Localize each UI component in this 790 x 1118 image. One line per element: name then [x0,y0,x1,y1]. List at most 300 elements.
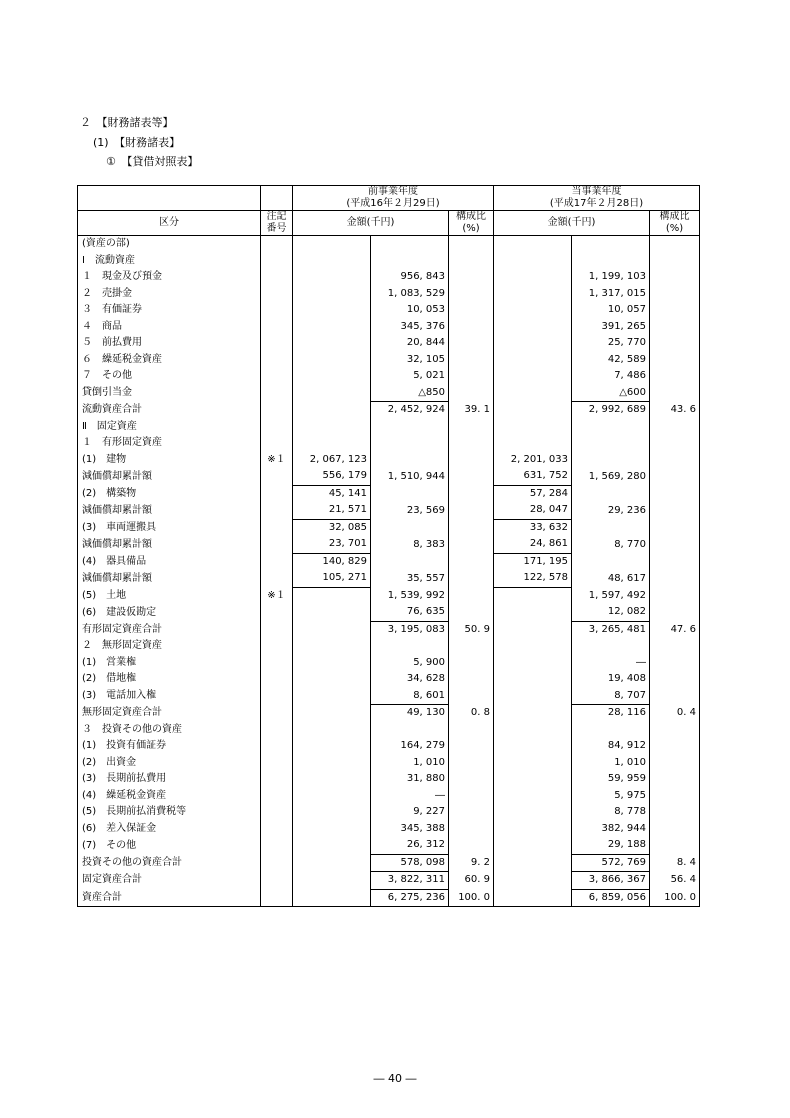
curr-period-header: 当事業年度 (平成17年２月28日) [494,186,700,211]
table-row [78,269,700,286]
curr-sub-amount: 2, 201, 033 [494,452,572,469]
prev-amount: 2, 452, 924 [371,402,449,419]
curr-ratio [650,755,700,772]
table-row [78,671,700,688]
curr-amount: 12, 082 [572,604,650,621]
curr-ratio [650,655,700,672]
row-label: ７ その他 [78,368,261,385]
note-number [261,385,293,402]
row-label: 貸倒引当金 [78,385,261,402]
note-number [261,889,293,907]
prev-amount: 578, 098 [371,854,449,872]
prev-amount: 34, 628 [371,671,449,688]
prev-sub-amount [293,638,371,655]
curr-amount: 19, 408 [572,671,650,688]
curr-ratio [650,738,700,755]
curr-sub-amount [494,604,572,621]
prev-ratio: 50. 9 [449,621,494,638]
curr-sub-amount [494,621,572,638]
curr-sub-amount [494,587,572,604]
note-number [261,502,293,519]
curr-sub-amount [494,804,572,821]
note-number [261,519,293,536]
row-label: 減価償却累計額 [78,570,261,587]
curr-ratio [650,804,700,821]
curr-amount: 1, 010 [572,755,650,772]
prev-sub-amount [293,368,371,385]
curr-ratio [650,419,700,436]
note-number [261,236,293,253]
note-number [261,804,293,821]
row-label: １ 現金及び預金 [78,269,261,286]
curr-sub-amount [494,638,572,655]
kubun-header: 区分 [78,211,261,236]
table-body [78,236,700,907]
note-number [261,604,293,621]
note-number [261,435,293,452]
curr-amount: 48, 617 [572,570,650,587]
table-row [78,604,700,621]
curr-ratio [650,352,700,369]
note-number [261,570,293,587]
prev-sub-amount: 556, 179 [293,468,371,485]
curr-ratio [650,788,700,805]
header-blank [261,186,293,211]
curr-sub-amount: 24, 861 [494,536,572,553]
prev-sub-amount [293,587,371,604]
curr-amount [572,519,650,536]
curr-sub-amount [494,889,572,907]
prev-amount: 5, 021 [371,368,449,385]
note-number-header: 注記 番号 [261,211,293,236]
curr-amount-header: 金額(千円) [494,211,650,236]
curr-sub-amount [494,419,572,436]
prev-sub-amount [293,837,371,854]
note-number [261,788,293,805]
curr-ratio [650,671,700,688]
curr-ratio: 0. 4 [650,705,700,722]
curr-ratio [650,502,700,519]
prev-amount: 26, 312 [371,837,449,854]
section-heading: ２ 【財務諸表等】 [80,116,174,129]
curr-ratio: 8. 4 [650,854,700,872]
note-number [261,655,293,672]
prev-ratio [449,236,494,253]
row-label: ５ 前払費用 [78,335,261,352]
curr-ratio [650,236,700,253]
row-label: 固定資産合計 [78,872,261,890]
prev-sub-amount [293,286,371,303]
table-row [78,385,700,402]
row-label: 減価償却累計額 [78,502,261,519]
table-row [78,587,700,604]
prev-sub-amount [293,335,371,352]
note-number [261,553,293,570]
row-label: Ⅱ 固定資産 [78,419,261,436]
note-number [261,419,293,436]
prev-ratio [449,804,494,821]
prev-ratio [449,319,494,336]
curr-sub-amount [494,671,572,688]
curr-sub-amount [494,302,572,319]
curr-ratio [650,771,700,788]
curr-ratio-header: 構成比 (%) [650,211,700,236]
table-row [78,435,700,452]
table-row [78,368,700,385]
note-number [261,854,293,872]
curr-amount [572,485,650,502]
prev-amount: 1, 510, 944 [371,468,449,485]
prev-amount [371,452,449,469]
prev-sub-amount: 23, 701 [293,536,371,553]
row-label: (6) 差入保証金 [78,821,261,838]
curr-amount: 3, 265, 481 [572,621,650,638]
prev-sub-amount [293,872,371,890]
table-row [78,804,700,821]
prev-amount: 3, 822, 311 [371,872,449,890]
prev-sub-amount [293,755,371,772]
row-label: １ 有形固定資産 [78,435,261,452]
note-number [261,705,293,722]
row-label: (1) 投資有価証券 [78,738,261,755]
curr-sub-amount [494,269,572,286]
curr-amount: 382, 944 [572,821,650,838]
prev-amount [371,485,449,502]
curr-ratio: 100. 0 [650,889,700,907]
row-label: Ⅰ 流動資産 [78,253,261,270]
prev-ratio: 39. 1 [449,402,494,419]
curr-sub-amount [494,368,572,385]
table-row [78,519,700,536]
prev-amount: 956, 843 [371,269,449,286]
row-label: ４ 商品 [78,319,261,336]
prev-amount: 23, 569 [371,502,449,519]
curr-ratio [650,638,700,655]
prev-amount [371,519,449,536]
curr-ratio [650,335,700,352]
prev-ratio [449,368,494,385]
table-row [78,738,700,755]
prev-ratio [449,519,494,536]
prev-amount: 345, 376 [371,319,449,336]
prev-amount: 8, 601 [371,688,449,705]
curr-amount: 59, 959 [572,771,650,788]
curr-sub-amount [494,655,572,672]
row-label: (1) 建物 [78,452,261,469]
prev-ratio [449,536,494,553]
prev-period-header: 前事業年度 (平成16年２月29日) [293,186,494,211]
prev-ratio [449,688,494,705]
row-label: 減価償却累計額 [78,468,261,485]
curr-sub-amount [494,872,572,890]
curr-sub-amount [494,771,572,788]
curr-ratio [650,837,700,854]
table-row [78,302,700,319]
curr-sub-amount [494,722,572,739]
curr-ratio [650,553,700,570]
note-number [261,335,293,352]
note-number [261,286,293,303]
prev-amount: 8, 383 [371,536,449,553]
prev-ratio [449,385,494,402]
prev-amount: 1, 083, 529 [371,286,449,303]
note-number [261,621,293,638]
prev-ratio [449,837,494,854]
note-number [261,352,293,369]
curr-sub-amount [494,402,572,419]
curr-ratio [650,722,700,739]
curr-sub-amount: 122, 578 [494,570,572,587]
prev-ratio [449,253,494,270]
prev-amount: 3, 195, 083 [371,621,449,638]
prev-sub-amount: 2, 067, 123 [293,452,371,469]
table-row [78,889,700,907]
balance-sheet-table [77,185,700,907]
note-number [261,468,293,485]
prev-amount: 1, 539, 992 [371,587,449,604]
curr-amount: 391, 265 [572,319,650,336]
curr-amount: 1, 199, 103 [572,269,650,286]
row-label: 有形固定資産合計 [78,621,261,638]
curr-sub-amount: 57, 284 [494,485,572,502]
table-row [78,854,700,872]
table-row [78,655,700,672]
prev-amount: 6, 275, 236 [371,889,449,907]
table-row [78,771,700,788]
curr-amount: 8, 707 [572,688,650,705]
prev-sub-amount: 105, 271 [293,570,371,587]
table-row [78,468,700,485]
prev-ratio [449,452,494,469]
table-row [78,872,700,890]
prev-ratio [449,435,494,452]
table-row [78,570,700,587]
table-row [78,352,700,369]
prev-ratio [449,269,494,286]
curr-amount: 1, 317, 015 [572,286,650,303]
curr-amount: 8, 770 [572,536,650,553]
prev-sub-amount [293,688,371,705]
curr-sub-amount: 631, 752 [494,468,572,485]
curr-amount: 8, 778 [572,804,650,821]
table-row [78,755,700,772]
curr-amount: 10, 057 [572,302,650,319]
curr-amount: ― [572,655,650,672]
table-row [78,788,700,805]
prev-sub-amount [293,385,371,402]
prev-sub-amount [293,236,371,253]
table-row [78,452,700,469]
row-label: (5) 長期前払消費税等 [78,804,261,821]
curr-amount: 84, 912 [572,738,650,755]
curr-ratio [650,604,700,621]
table-row [78,688,700,705]
curr-amount [572,638,650,655]
curr-sub-amount: 171, 195 [494,553,572,570]
curr-amount: 29, 188 [572,837,650,854]
prev-ratio [449,587,494,604]
row-label: (6) 建設仮勘定 [78,604,261,621]
note-number [261,671,293,688]
curr-amount: 1, 569, 280 [572,468,650,485]
note-number [261,771,293,788]
table-row [78,286,700,303]
prev-ratio [449,604,494,621]
note-number [261,319,293,336]
row-label: 減価償却累計額 [78,536,261,553]
prev-amount: 32, 105 [371,352,449,369]
prev-ratio [449,335,494,352]
curr-ratio [650,688,700,705]
row-label: ２ 無形固定資産 [78,638,261,655]
curr-ratio: 47. 6 [650,621,700,638]
prev-ratio [449,419,494,436]
row-label: (資産の部) [78,236,261,253]
prev-ratio: 0. 8 [449,705,494,722]
curr-ratio: 43. 6 [650,402,700,419]
prev-amount: 31, 880 [371,771,449,788]
prev-sub-amount: 21, 571 [293,502,371,519]
prev-amount: 10, 053 [371,302,449,319]
prev-ratio [449,638,494,655]
prev-ratio [449,286,494,303]
prev-ratio [449,302,494,319]
curr-ratio [650,452,700,469]
note-number [261,821,293,838]
curr-amount: 3, 866, 367 [572,872,650,890]
prev-sub-amount [293,352,371,369]
curr-amount: 5, 975 [572,788,650,805]
prev-sub-amount [293,402,371,419]
prev-sub-amount [293,621,371,638]
prev-ratio [449,485,494,502]
curr-ratio [650,468,700,485]
row-label: (2) 構築物 [78,485,261,502]
curr-amount [572,553,650,570]
note-number [261,872,293,890]
table-row [78,402,700,419]
note-number [261,688,293,705]
prev-sub-amount [293,269,371,286]
curr-ratio [650,368,700,385]
prev-ratio [449,755,494,772]
row-label: ６ 繰延税金資産 [78,352,261,369]
prev-ratio [449,570,494,587]
prev-ratio [449,468,494,485]
table-row [78,722,700,739]
prev-amount-header: 金額(千円) [293,211,449,236]
table-row [78,536,700,553]
prev-amount: 164, 279 [371,738,449,755]
curr-ratio [650,286,700,303]
curr-amount [572,253,650,270]
prev-amount: 5, 900 [371,655,449,672]
prev-sub-amount [293,705,371,722]
note-number [261,536,293,553]
curr-amount: 29, 236 [572,502,650,519]
subsection-heading: (1) 【財務諸表】 [93,136,181,149]
row-label: (2) 出資金 [78,755,261,772]
curr-sub-amount [494,319,572,336]
curr-sub-amount [494,705,572,722]
curr-ratio [650,435,700,452]
curr-sub-amount [494,435,572,452]
table-row [78,502,700,519]
curr-amount [572,236,650,253]
curr-amount [572,452,650,469]
prev-amount: 9, 227 [371,804,449,821]
page-number: ― 40 ― [373,1072,417,1085]
prev-sub-amount [293,804,371,821]
prev-amount: △850 [371,385,449,402]
curr-ratio [650,385,700,402]
prev-amount: 76, 635 [371,604,449,621]
curr-ratio: 56. 4 [650,872,700,890]
note-number [261,738,293,755]
curr-amount: 2, 992, 689 [572,402,650,419]
prev-sub-amount [293,419,371,436]
prev-amount [371,638,449,655]
balance-sheet-heading: ① 【貸借対照表】 [106,155,199,168]
curr-sub-amount: 33, 632 [494,519,572,536]
prev-ratio: 100. 0 [449,889,494,907]
row-label: ３ 投資その他の資産 [78,722,261,739]
table-row [78,705,700,722]
prev-ratio [449,722,494,739]
prev-ratio-header: 構成比 (%) [449,211,494,236]
prev-sub-amount [293,435,371,452]
curr-sub-amount [494,738,572,755]
curr-amount: 6, 859, 056 [572,889,650,907]
note-number: ※１ [261,452,293,469]
row-label: (7) その他 [78,837,261,854]
prev-ratio: 9. 2 [449,854,494,872]
curr-ratio [650,269,700,286]
prev-amount: 20, 844 [371,335,449,352]
prev-sub-amount: 140, 829 [293,553,371,570]
note-number [261,269,293,286]
note-number: ※１ [261,587,293,604]
prev-sub-amount: 32, 085 [293,519,371,536]
prev-sub-amount [293,319,371,336]
curr-amount: △600 [572,385,650,402]
header-row-columns [78,211,700,236]
curr-sub-amount [494,286,572,303]
prev-sub-amount [293,722,371,739]
curr-amount [572,435,650,452]
curr-amount: 25, 770 [572,335,650,352]
curr-amount [572,722,650,739]
header-blank [78,186,261,211]
row-label: ３ 有価証券 [78,302,261,319]
table-row [78,638,700,655]
curr-sub-amount [494,385,572,402]
curr-ratio [650,253,700,270]
curr-ratio [650,587,700,604]
curr-sub-amount [494,236,572,253]
prev-sub-amount [293,854,371,872]
curr-sub-amount [494,352,572,369]
prev-amount: ― [371,788,449,805]
table-row [78,419,700,436]
prev-amount [371,253,449,270]
curr-sub-amount [494,755,572,772]
curr-sub-amount [494,335,572,352]
table-row [78,253,700,270]
header-row-periods [78,186,700,211]
note-number [261,638,293,655]
curr-amount: 7, 486 [572,368,650,385]
